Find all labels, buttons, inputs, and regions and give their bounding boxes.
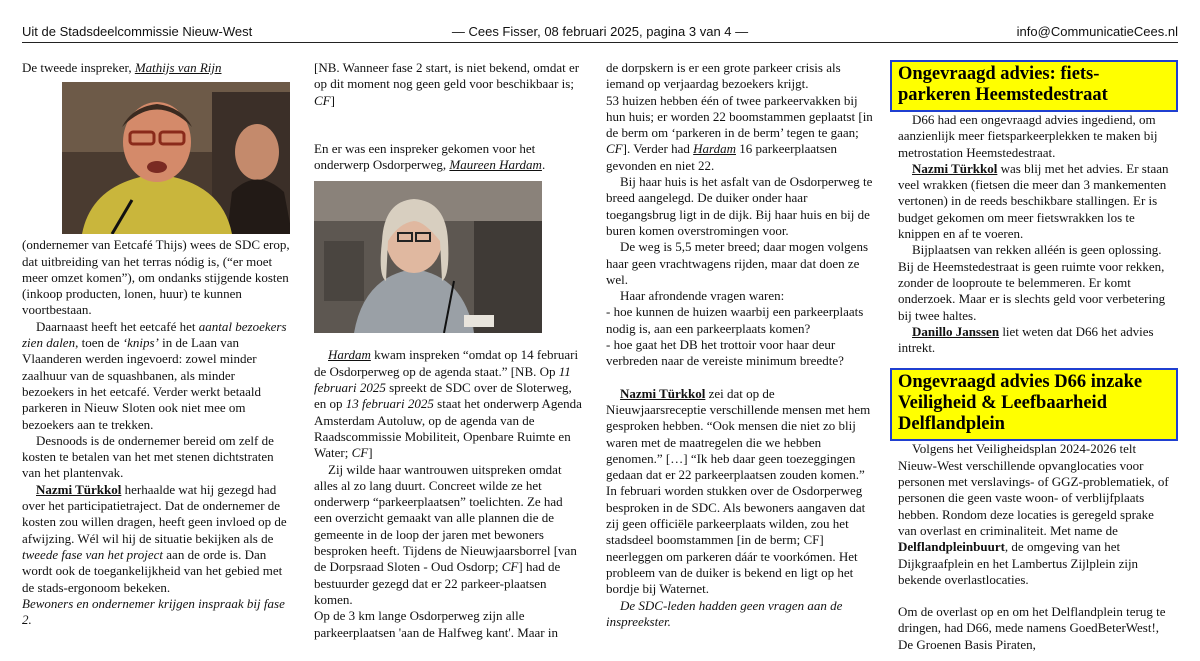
col4-paragraph-2: Nazmi Türkkol was blij met het advies. Er staan veel wrakken (fietsen die meer dan 3 mankementen vertonen) in de reeds beschikbare stallingen. Er is budget gekomen om meer fietswrakken los te knippen en af te voeren. <box>898 160 1169 242</box>
col1-paragraph-1: De tweede inspreker, Mathijs van Rijn <box>22 60 222 75</box>
column-4 <box>890 60 1178 660</box>
speaker-name-danillo: Danillo Janssen <box>912 323 1000 339</box>
column-3 <box>606 60 874 660</box>
page-header <box>22 24 1178 42</box>
speaker-name-mathijs: Mathijs van Rijn <box>134 60 222 75</box>
col3-paragraph-2: 53 huizen hebben één of twee parkeervakken bij hun huis; er worden 22 boomstammen geplaatst [in de berm om ‘parkeren in de berm’ tegen te gaan; CF]. Verder had Hardam 16 parkeerplaatsen gevonden en niet 22. <box>606 92 873 173</box>
column-2 <box>314 60 582 660</box>
col3-paragraph-8: Nazmi Türkkol zei dat op de Nieuwjaarsreceptie verschillende mensen met hem gesproken hebben. “Ook mensen die niet zo blij waren met de maatregelen die we hebben genomen.” […] “Ik heb daar geen toezeggingen gedaan dat er 22 parkeerplaatsen zouden komen.” In februari worden stukken over de Osdorperweg besproken in de SDC. Als bewoners aangaven dat zij geen officiële parkeerplaats wilden, zou het stadsdeel boomstammen [in de berm; CF] neerleggen om parkeren dáár te voorkómen. Het probleem van de duiker is bekend en ligt op het bordje bij Waternet. <box>606 385 871 597</box>
heading-box-fietsparkeren: Ongevraagd advies: fiets-parkeren Heemstedestraat <box>890 60 1178 112</box>
header-author-date-page: — Cees Fisser, 08 februari 2025, pagina 3 van 4 — <box>451 24 749 39</box>
speaker-name-nazmi: Nazmi Türkkol <box>36 481 122 497</box>
col1-paragraph-6: Bewoners en ondernemer krijgen inspraak bij fase 2. <box>22 595 285 628</box>
speaker-name-nazmi-3: Nazmi Türkkol <box>912 160 998 176</box>
col3-paragraph-9: De SDC-leden hadden geen vragen aan de inspreekster. <box>606 597 843 629</box>
col2-paragraph-2: En er was een inspreker gekomen voor het onderwerp Osdorperweg, Maureen Hardam. <box>314 140 546 173</box>
col1-paragraph-3: Daarnaast heeft het eetcafé het aantal bezoekers zien dalen, toen de ‘knips’ in de Laan van Vlaanderen werden ingevoerd: zowel minder zaalhuur van de squashbanen, als minder bezoekers in het eetcafé. Verder werkt betaald parkeren in Nieuw Sloten ook niet mee om bezoekers aan te trekken. <box>22 318 287 432</box>
col4-paragraph-4: Danillo Janssen liet weten dat D66 het advies intrekt. <box>898 323 1154 356</box>
col3-paragraph-5: Haar afrondende vragen waren: <box>620 288 785 304</box>
col4-paragraph-3: Bijplaatsen van rekken alléén is geen oplossing. Bij de Heemstedestraat is geen ruimte voor rekken, zonder de looproute te belemmeren. Er komt onderzoek. Maar er is slechts geld voor verbetering bij twee haltes. <box>898 242 1166 323</box>
col3-paragraph-1: de dorpskern is er een grote parkeer crisis als iemand op verjaardag bezoekers krijgt. <box>606 60 841 92</box>
header-divider <box>22 42 1178 43</box>
col3-paragraph-4: De weg is 5,5 meter breed; daar mogen volgens haar geen vrachtwagens rijden, maar dat doen ze wel. <box>606 239 869 287</box>
col1-paragraph-4: Desnoods is de ondernemer bereid om zelf de kosten te betalen van het met stenen dichtstraten van het plantenvak. <box>22 432 274 481</box>
header-publication: Uit de Stadsdeelcommissie Nieuw-West <box>22 24 253 39</box>
col1-paragraph-2: (ondernemer van Eetcafé Thijs) wees de SDC erop, dat uitbreiding van het terras nódig is, (“er moet meer omzet komen”), om ondanks stijgende kosten (inkoop producten, lonen, huur) te kunnen voortbestaan. <box>22 237 290 318</box>
heading-box-delflandplein: Ongevraagd advies D66 inzake Veiligheid & Leefbaarheid Delflandplein <box>890 368 1178 441</box>
photo-maureen-hardam <box>314 181 542 333</box>
col4-paragraph-1: D66 had een ongevraagd advies ingediend, om aanzienlijk meer fietsparkeerplekken te maken bij metrostation Heemstedestraat. <box>898 112 1158 160</box>
col2-paragraph-3: Hardam kwam inspreken “omdat op 14 februari de Osdorperweg op de agenda staat.” [NB. Op 11 februari 2025 spreekt de SDC over de Sloterweg, en op 13 februari 2025 staat het onderwerp Agenda Amsterdam Autoluw, op de agenda van de Raadscommissie Mobiliteit, Openbare Ruimte en Water; CF] <box>314 347 582 461</box>
header-email-link[interactable]: info@CommunicatieCees.nl <box>1016 24 1178 39</box>
speaker-name-maureen: Maureen Hardam <box>449 157 542 173</box>
col3-paragraph-3: Bij haar huis is het asfalt van de Osdorperweg te breed aangelegd. De duiker onder haar toegangsbrug ligt in de dijk. Bij haar huis en bij de buren komen overstromingen voor. <box>606 174 873 238</box>
col4-paragraph-5: Volgens het Veiligheidsplan 2024-2026 telt Nieuw-West verschillende opvanglocaties voor personen met verslavings- of GGZ-problematiek, of personen die geen vaste woon- of verblijfplaats hebben. Rondom deze locaties is geregeld sprake van overlast en criminaliteit. Met name de Delflandpleinbuurt, de omgeving van het Dijkgraafplein en het Lambertus Zijlplein zijn bekende overlastlocaties. <box>898 441 1169 587</box>
photo-mathijs-van-rijn <box>62 82 290 234</box>
speaker-name-nazmi-2: Nazmi Türkkol <box>620 385 706 401</box>
col4-paragraph-6: Om de overlast op en om het Delflandplein terug te dringen, had D66, mede namens GoedBeterWest!, De Groenen Basis Piraten, <box>898 604 1166 652</box>
col1-paragraph-5: Nazmi Türkkol herhaalde wat hij gezegd had over het participatietraject. Dat de ondernemer de kosten zou willen dragen, heeft geen invloed op de afwijzing. Wél wil hij de situatie bekijken als de tweede fase van het project aan de orde is. Dan wordt ook de toegankelijkheid van het gebied met de stads-ergonoom bekeken. <box>22 481 287 595</box>
column-1 <box>22 60 290 660</box>
col2-paragraph-4: Zij wilde haar wantrouwen uitspreken omdat alles al zo lang duurt. Concreet wilde ze het onderwerp “parkeerplaatsen” toelichten. Ze had een overzicht gemaakt van alle plannen die de gemeente in de loop der jaren met bewoners besproken heeft. Tijdens de Nieuwjaarsborrel [van de Dorpsraad Sloten - Oud Osdorp; CF] had de bestuurder gezegd dat er 22 parkeer-plaatsen komen. <box>314 461 577 607</box>
col2-paragraph-5: Op de 3 km lange Osdorperweg zijn alle parkeerplaatsen 'aan de Halfweg kant'. Maar in <box>314 608 558 640</box>
col3-question-2: - hoe gaat het DB het trottoir voor haar deur verbreden naar de vereiste minimum breedte? <box>606 337 844 369</box>
col2-paragraph-1: [NB. Wanneer fase 2 start, is niet bekend, omdat er op dit moment nog geen geld voor beschikbaar is; CF] <box>314 60 580 108</box>
col3-question-1: - hoe kunnen de huizen waarbij een parkeerplaats nodig is, aan een parkeerplaats komen? <box>606 304 864 336</box>
